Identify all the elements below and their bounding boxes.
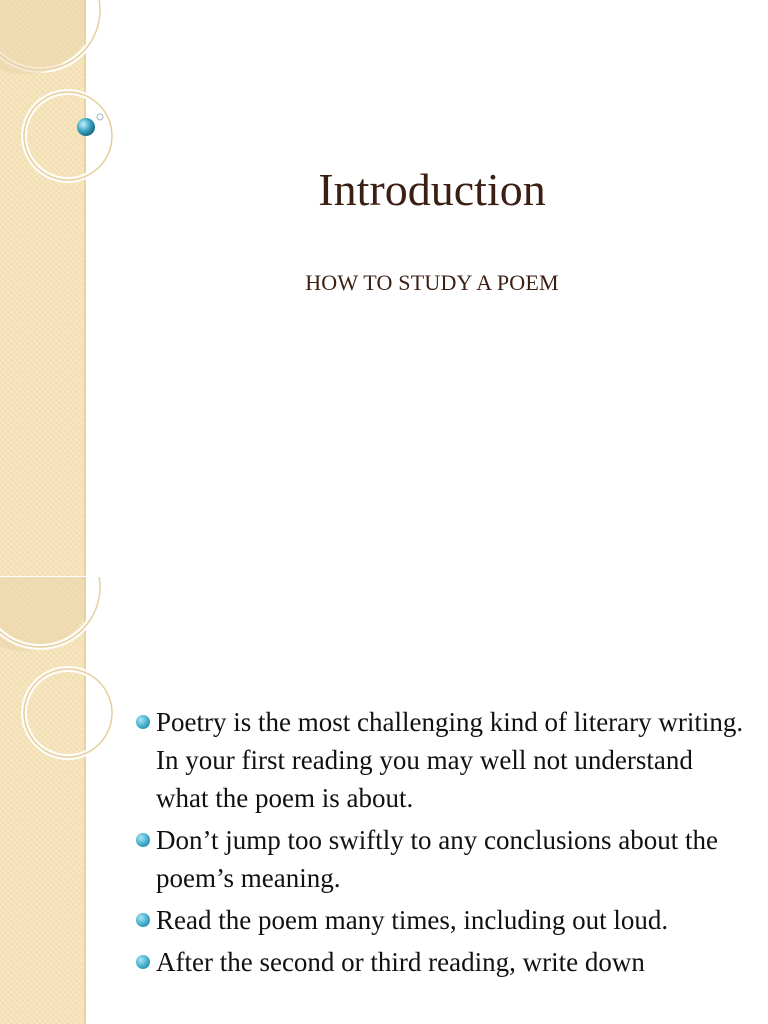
bullet-list	[132, 703, 752, 985]
blue-orb-icon	[77, 118, 95, 136]
content-slide	[0, 577, 768, 1024]
bullet-text: Poetry is the most challenging kind of literary writing. In your first reading you may well not understand what the poem is about.	[156, 707, 744, 813]
bullet-item	[132, 821, 752, 897]
small-orb-icon	[97, 114, 103, 120]
bullet-dot-icon	[136, 833, 150, 847]
bullet-dot-icon	[136, 955, 150, 969]
bullet-item	[132, 943, 752, 981]
slide-subtitle: HOW TO STUDY A POEM	[305, 270, 559, 295]
slide-title: Introduction	[318, 164, 546, 215]
bullet-dot-icon	[136, 715, 150, 729]
decorative-circles	[0, 577, 120, 777]
bullet-dot-icon	[136, 913, 150, 927]
deco-ring-middle-outline	[24, 669, 112, 757]
bullet-text: Don’t jump too swiftly to any conclusions about the poem’s meaning.	[156, 825, 718, 893]
bullet-text: After the second or third reading, write down	[156, 947, 645, 977]
bullet-text: Read the poem many times, including out loud.	[156, 905, 669, 935]
bullet-item	[132, 901, 752, 939]
bullet-item	[132, 703, 752, 817]
